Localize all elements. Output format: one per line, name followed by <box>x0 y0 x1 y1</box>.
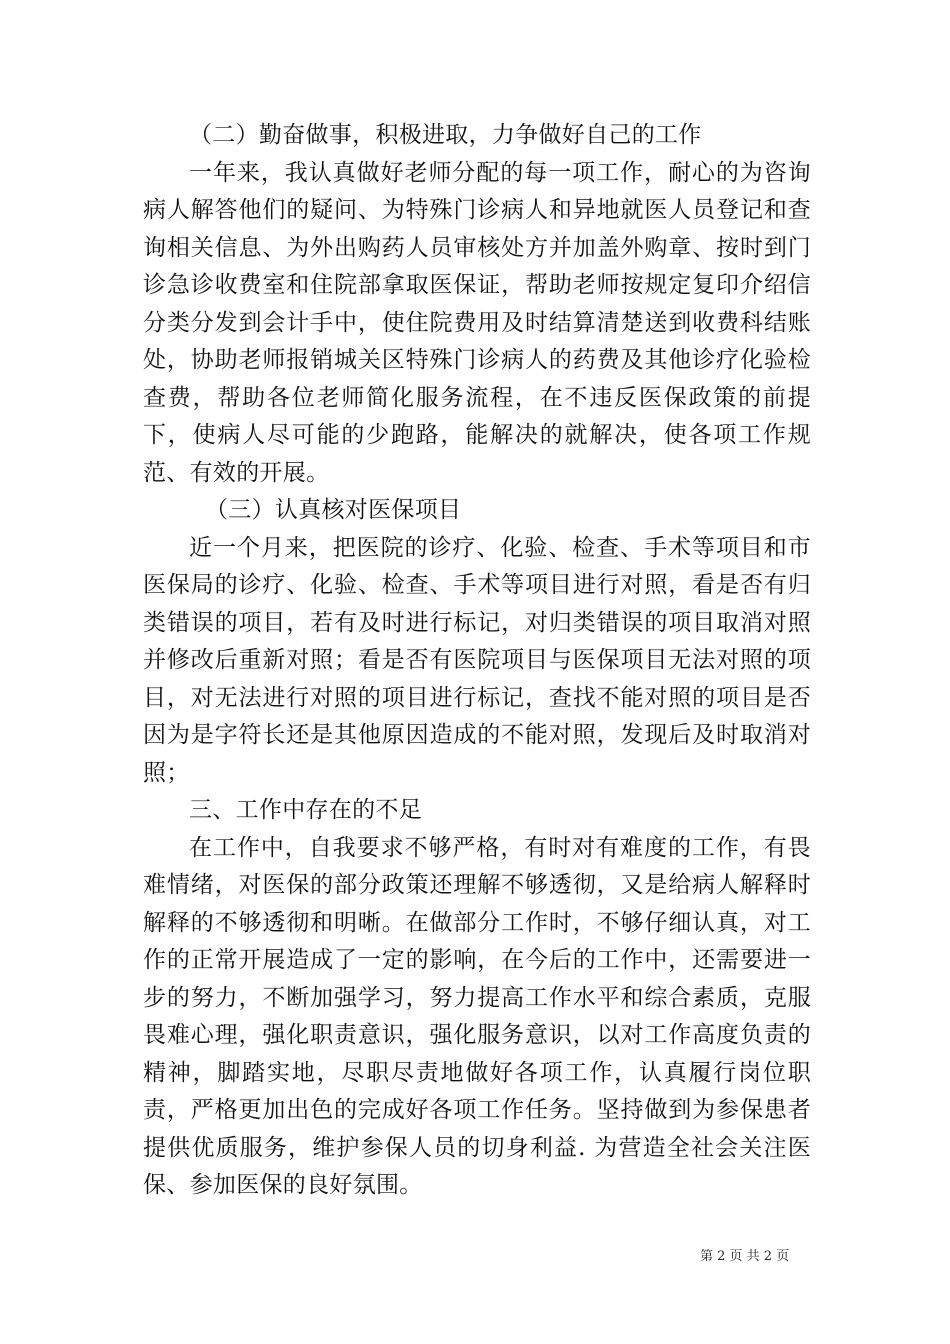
section-heading-three: （三）认真核对医保项目 <box>205 497 462 523</box>
page-number: 第 2 页 共 2 页 <box>700 1249 790 1264</box>
paragraph-work-duties: 一年来，我认真做好老师分配的每一项工作，耐心的为咨询病人解答他们的疑问、为特殊门诊病人和异地就医人员登记和查询相关信息、为外出购药人员审核处方并加盖外购章、按时到门诊急诊收费室和住院部拿取医保证，帮助老师按规定复印介绍信分类分发到会计手中，使住院费用及时结算清楚送到收费科结账处，协助老师报销城关区特殊门诊病人的药费及其他诊疗化验检查费，帮助各位老师简化服务流程，在不违反医保政策的前提下，使病人尽可能的少跑路，能解决的就解决，使各项工作规范、有效的开展。 <box>143 159 811 486</box>
paragraph-shortcomings: 在工作中，自我要求不够严格，有时对有难度的工作，有畏难情绪，对医保的部分政策还理解不够透彻，又是给病人解释时解释的不够透彻和明晰。在做部分工作时，不够仔细认真，对工作的正常开展造成了一定的影响，在今后的工作中，还需要进一步的努力，不断加强学习，努力提高工作水平和综合素质，克服畏难心理，强化职责意识，强化服务意识，以对工作高度负责的精神，脚踏实地，尽职尽责地做好各项工作，认真履行岗位职责，严格更加出色的完成好各项工作任务。坚持做到为参保患者提供优质服务，维护参保人员的切身利益. 为营造全社会关注医保、参加医保的良好氛围。 <box>143 834 811 1198</box>
section-heading-shortcomings: 三、工作中存在的不足 <box>189 797 422 823</box>
document-body <box>143 117 811 1205</box>
paragraph-project-check: 近一个月来，把医院的诊疗、化验、检查、手术等项目和市医保局的诊疗、化验、检查、手术等项目进行对照，看是否有归类错误的项目，若有及时进行标记，对归类错误的项目取消对照并修改后重新对照；看是否有医院项目与医保项目无法对照的项目，对无法进行对照的项目进行标记，查找不能对照的项目是否因为是字符长还是其他原因造成的不能对照，发现后及时取消对照； <box>143 534 811 786</box>
section-heading-two: （二）勤奋做事，积极进取，力争做好自己的工作 <box>189 122 702 148</box>
